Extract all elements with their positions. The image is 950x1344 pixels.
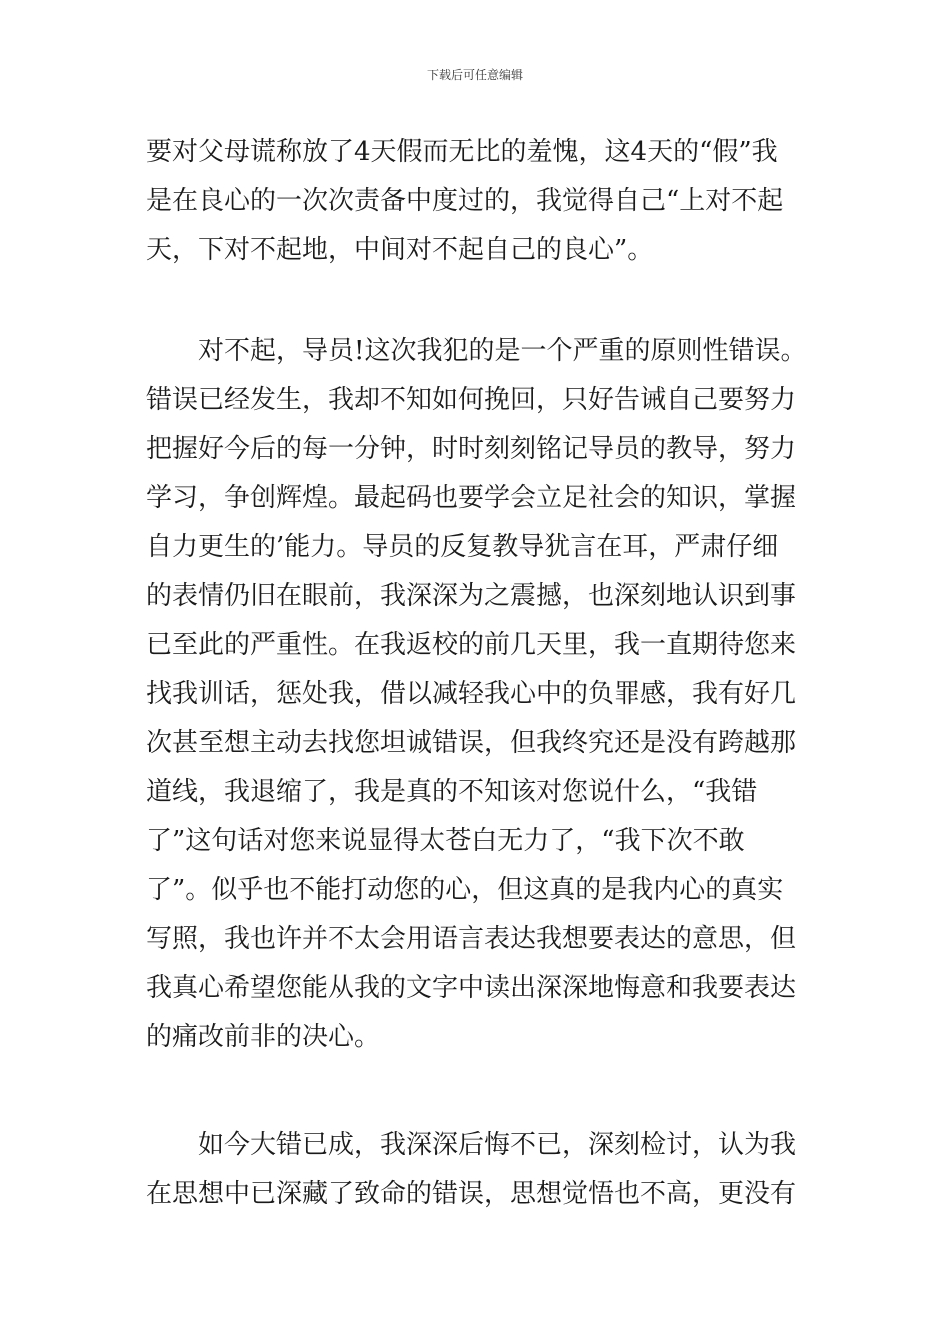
text-line: 如今大错已成，我深深后悔不已，深刻检讨，认为我 [146,1130,797,1160]
text-line: 是在良心的一次次责备中度过的，我觉得自己“上对不起 [146,186,784,216]
text-line: 找我训话，惩处我，借以减轻我心中的负罪感，我有好几 [146,679,797,709]
text-line: 自力更生的’能力。导员的反复教导犹言在耳，严肃仔细 [146,532,779,562]
text-line: 道线，我退缩了，我是真的不知该对您说什么，“我错 [146,777,758,807]
text-line: 我真心希望您能从我的文字中读出深深地悔意和我要表达 [146,973,797,1003]
text-line: 天，下对不起地，中间对不起自己的良心”。 [146,235,654,265]
text-line: 在思想中已深藏了致命的错误，思想觉悟也不高，更没有 [146,1179,797,1209]
paragraph-2 [146,327,808,1062]
paragraph-3 [146,1121,808,1219]
text-line: 写照，我也许并不太会用语言表达我想要表达的意思，但 [146,924,797,954]
text-line: 的痛改前非的决心。 [146,1022,381,1052]
paragraph-1 [146,128,808,275]
text-line: 了”。似乎也不能打动您的心，但这真的是我内心的真实 [146,875,784,905]
text-line: 次甚至想主动去找您坦诚错误，但我终究还是没有跨越那 [146,728,797,758]
text-line: 的表情仍旧在眼前，我深深为之震撼，也深刻地认识到事 [146,581,797,611]
text-line: 学习，争创辉煌。最起码也要学会立足社会的知识，掌握 [146,483,797,513]
text-line: 要对父母谎称放了4天假而无比的羞愧，这4天的“假”我 [146,137,778,167]
text-line: 了”这句话对您来说显得太苍白无力了，“我下次不敢 [146,826,745,856]
text-line: 已至此的严重性。在我返校的前几天里，我一直期待您来 [146,630,797,660]
text-line: 错误已经发生，我却不知如何挽回，只好告诫自己要努力 [146,385,797,415]
text-line: 把握好今后的每一分钟，时时刻刻铭记导员的教导，努力 [146,434,797,464]
page-header: 下载后可任意编辑 [426,68,523,82]
text-line: 对不起，导员!这次我犯的是一个严重的原则性错误。 [146,336,807,366]
